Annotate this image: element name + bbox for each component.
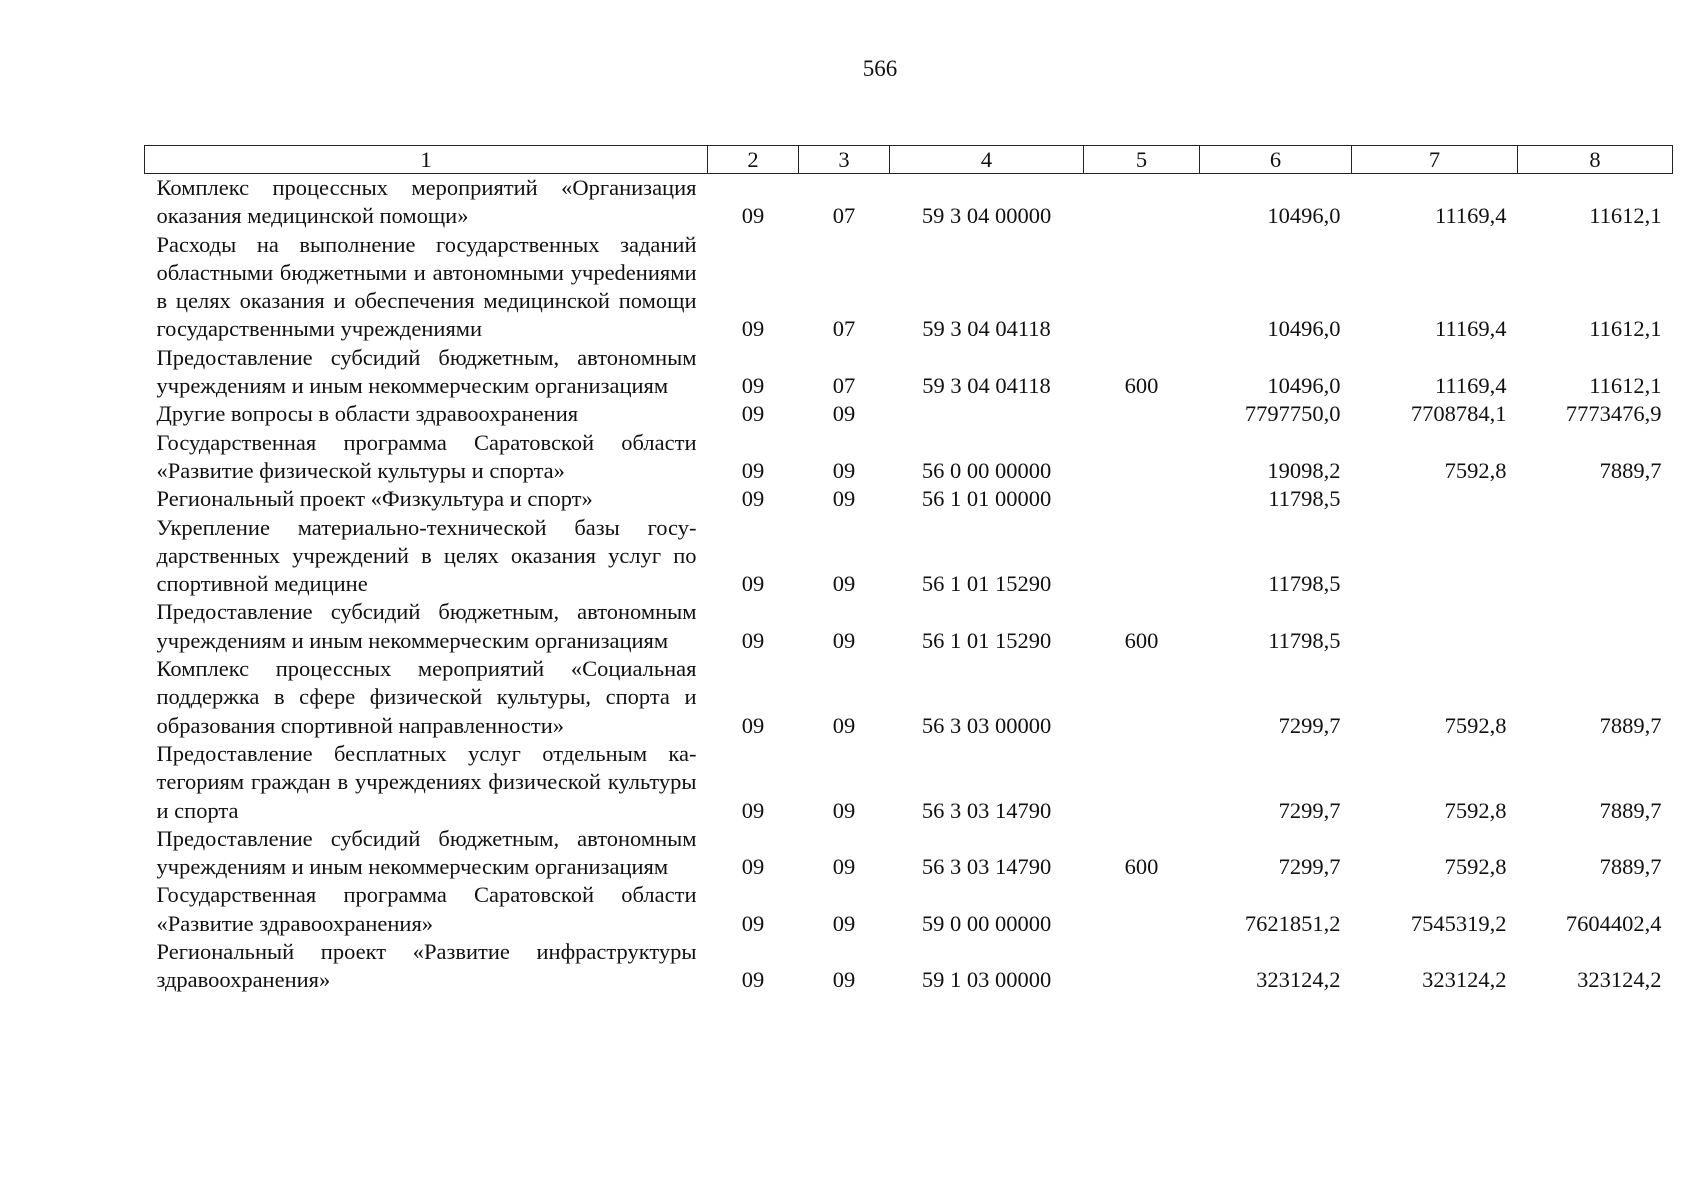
row-expense-type xyxy=(1084,740,1200,825)
row-expense-type xyxy=(1084,429,1200,486)
row-amount-2: 11169,4 xyxy=(1435,203,1507,229)
row-amount-2 xyxy=(1352,514,1518,599)
row-expense-type xyxy=(1084,485,1200,513)
row-amount-3: 7889,7 xyxy=(1599,854,1662,880)
row-amount-1: 10496,0 xyxy=(1267,316,1341,342)
row-amount-3: 11612,1 xyxy=(1589,373,1662,399)
row-amount-1: 7299,7 xyxy=(1278,854,1341,880)
row-subsection: 09 xyxy=(832,797,856,823)
row-amount-2: 11169,4 xyxy=(1435,373,1507,399)
row-expense-type: 600 xyxy=(1124,627,1159,653)
row-amount-1: 7299,7 xyxy=(1278,797,1341,823)
row-amount-1: 7797750,0 xyxy=(1244,401,1341,427)
row-amount-1: 7621851,2 xyxy=(1244,910,1341,936)
row-amount-3: 7604402,4 xyxy=(1565,910,1662,936)
row-section: 09 xyxy=(741,910,765,936)
row-target-code: 56 1 01 15290 xyxy=(921,571,1052,597)
row-amount-2 xyxy=(1352,598,1518,655)
row-section: 09 xyxy=(741,571,765,597)
table-body xyxy=(145,174,1673,995)
header-row xyxy=(145,146,1673,174)
row-section: 09 xyxy=(741,373,765,399)
row-amount-3: 7889,7 xyxy=(1599,797,1662,823)
row-section: 09 xyxy=(741,457,765,483)
row-section: 09 xyxy=(741,854,765,880)
row-name: Государственная программа Саратовской области «Развитие физической культуры и спорта» xyxy=(156,429,697,483)
row-expense-type xyxy=(1084,231,1200,344)
table-row xyxy=(145,825,1673,882)
row-expense-type xyxy=(1084,881,1200,938)
row-expense-type xyxy=(1084,514,1200,599)
row-name: Региональный проект «Развитие инфраструктуры здравоохранения» xyxy=(156,939,697,993)
row-target-code: 59 1 03 00000 xyxy=(921,967,1052,993)
table-row xyxy=(145,344,1673,401)
row-section: 09 xyxy=(741,203,765,229)
row-amount-2: 7708784,1 xyxy=(1410,401,1507,427)
row-amount-3: 11612,1 xyxy=(1589,316,1662,342)
row-name: Комплекс процессных мероприятий «Социальная поддержка в сфере физической культуры, спорта и образования спортивной направленности» xyxy=(156,656,697,738)
table-row xyxy=(145,429,1673,486)
row-subsection: 09 xyxy=(832,627,856,653)
table-row xyxy=(145,938,1673,995)
row-target-code xyxy=(890,400,1084,428)
header-col-4: 4 xyxy=(890,146,1084,174)
table-row xyxy=(145,485,1673,513)
header-col-2: 2 xyxy=(708,146,799,174)
row-amount-1: 11798,5 xyxy=(1268,571,1341,597)
row-section: 09 xyxy=(741,627,765,653)
row-name: Предоставление субсидий бюджетным, автономным учреждениям и иным некоммерческим организациям xyxy=(156,825,697,880)
row-amount-3: 7889,7 xyxy=(1599,457,1662,483)
row-amount-2: 7592,8 xyxy=(1444,797,1507,823)
row-name: Предоставление субсидий бюджетным, автономным учреждениям и иным некоммерческим организациям xyxy=(156,344,697,399)
row-amount-2: 7592,8 xyxy=(1444,854,1507,880)
row-amount-1: 323124,2 xyxy=(1256,967,1341,993)
row-expense-type xyxy=(1084,938,1200,995)
row-target-code: 56 1 01 00000 xyxy=(921,486,1052,512)
table-header xyxy=(145,146,1673,174)
table-row xyxy=(145,881,1673,938)
row-name: Укрепление материально-технической базы государственных учреждений в целях оказания услуг по спортивной медицине xyxy=(156,514,697,597)
row-amount-3 xyxy=(1518,514,1673,599)
row-name: Другие вопросы в области здравоохранения xyxy=(156,401,579,427)
row-section: 09 xyxy=(741,797,765,823)
row-target-code: 59 0 00 00000 xyxy=(921,910,1052,936)
row-subsection: 09 xyxy=(832,401,856,427)
table-row xyxy=(145,514,1673,599)
row-section: 09 xyxy=(741,316,765,342)
row-amount-3: 11612,1 xyxy=(1589,203,1662,229)
table-row xyxy=(145,174,1673,231)
row-subsection: 09 xyxy=(832,854,856,880)
row-amount-2: 11169,4 xyxy=(1435,316,1507,342)
row-subsection: 09 xyxy=(832,712,856,738)
row-section: 09 xyxy=(741,967,765,993)
row-subsection: 09 xyxy=(832,571,856,597)
row-section: 09 xyxy=(741,712,765,738)
row-amount-3: 323124,2 xyxy=(1577,967,1662,993)
row-target-code: 56 3 03 14790 xyxy=(921,854,1052,880)
row-section: 09 xyxy=(741,401,765,427)
row-amount-2 xyxy=(1352,485,1518,513)
row-target-code: 56 3 03 14790 xyxy=(921,797,1052,823)
row-expense-type: 600 xyxy=(1124,854,1159,880)
row-amount-1: 10496,0 xyxy=(1267,373,1341,399)
row-subsection: 09 xyxy=(832,486,856,512)
page-number: 566 xyxy=(862,56,898,81)
header-col-6: 6 xyxy=(1200,146,1352,174)
row-amount-3 xyxy=(1518,598,1673,655)
table-row xyxy=(145,655,1673,740)
table-row xyxy=(145,740,1673,825)
row-expense-type: 600 xyxy=(1124,373,1159,399)
row-amount-2: 7592,8 xyxy=(1444,457,1507,483)
row-amount-1: 10496,0 xyxy=(1267,203,1341,229)
budget-table xyxy=(144,145,1673,995)
header-col-7: 7 xyxy=(1352,146,1518,174)
table-row xyxy=(145,231,1673,344)
row-target-code: 56 3 03 00000 xyxy=(921,712,1052,738)
row-expense-type xyxy=(1084,655,1200,740)
row-subsection: 09 xyxy=(832,457,856,483)
row-amount-1: 11798,5 xyxy=(1268,627,1341,653)
row-subsection: 07 xyxy=(832,203,856,229)
header-col-1: 1 xyxy=(145,146,708,174)
row-target-code: 59 3 04 04118 xyxy=(922,373,1051,399)
row-amount-1: 7299,7 xyxy=(1278,712,1341,738)
row-target-code: 59 3 04 00000 xyxy=(921,203,1052,229)
row-target-code: 56 0 00 00000 xyxy=(921,457,1052,483)
row-name: Предоставление субсидий бюджетным, автономным учреждениям и иным некоммерческим организациям xyxy=(156,599,697,653)
header-col-8: 8 xyxy=(1518,146,1673,174)
row-amount-3: 7773476,9 xyxy=(1565,401,1662,427)
row-expense-type xyxy=(1084,400,1200,428)
row-name: Региональный проект «Физкультура и спорт» xyxy=(156,486,593,512)
row-amount-2: 7592,8 xyxy=(1444,712,1507,738)
row-section: 09 xyxy=(741,486,765,512)
row-target-code: 56 1 01 15290 xyxy=(921,627,1052,653)
table-row xyxy=(145,598,1673,655)
row-name: Комплекс процессных мероприятий «Организация оказания медицинской помощи» xyxy=(156,175,697,229)
row-target-code: 59 3 04 04118 xyxy=(922,316,1051,342)
header-col-3: 3 xyxy=(799,146,890,174)
row-amount-3 xyxy=(1518,485,1673,513)
table-row xyxy=(145,400,1673,428)
row-amount-1: 19098,2 xyxy=(1267,457,1341,483)
row-amount-3: 7889,7 xyxy=(1599,712,1662,738)
row-subsection: 07 xyxy=(832,316,856,342)
row-amount-2: 7545319,2 xyxy=(1410,910,1507,936)
row-name: Предоставление бесплатных услуг отдельным категориям граждан в учреждениях физической культуры и спорта xyxy=(156,740,697,823)
row-subsection: 09 xyxy=(832,967,856,993)
header-col-5: 5 xyxy=(1084,146,1200,174)
row-subsection: 07 xyxy=(832,373,856,399)
row-expense-type xyxy=(1084,174,1200,231)
row-amount-1: 11798,5 xyxy=(1268,486,1341,512)
row-subsection: 09 xyxy=(832,910,856,936)
row-amount-2: 323124,2 xyxy=(1422,967,1507,993)
row-name: Государственная программа Саратовской области «Развитие здравоохранения» xyxy=(156,882,697,936)
row-name: Расходы на выполнение государственных заданий областными бюджетными и автономными учреdениями в целях оказания и обеспечения медицинской помощи государственными учреждениями xyxy=(156,231,697,342)
